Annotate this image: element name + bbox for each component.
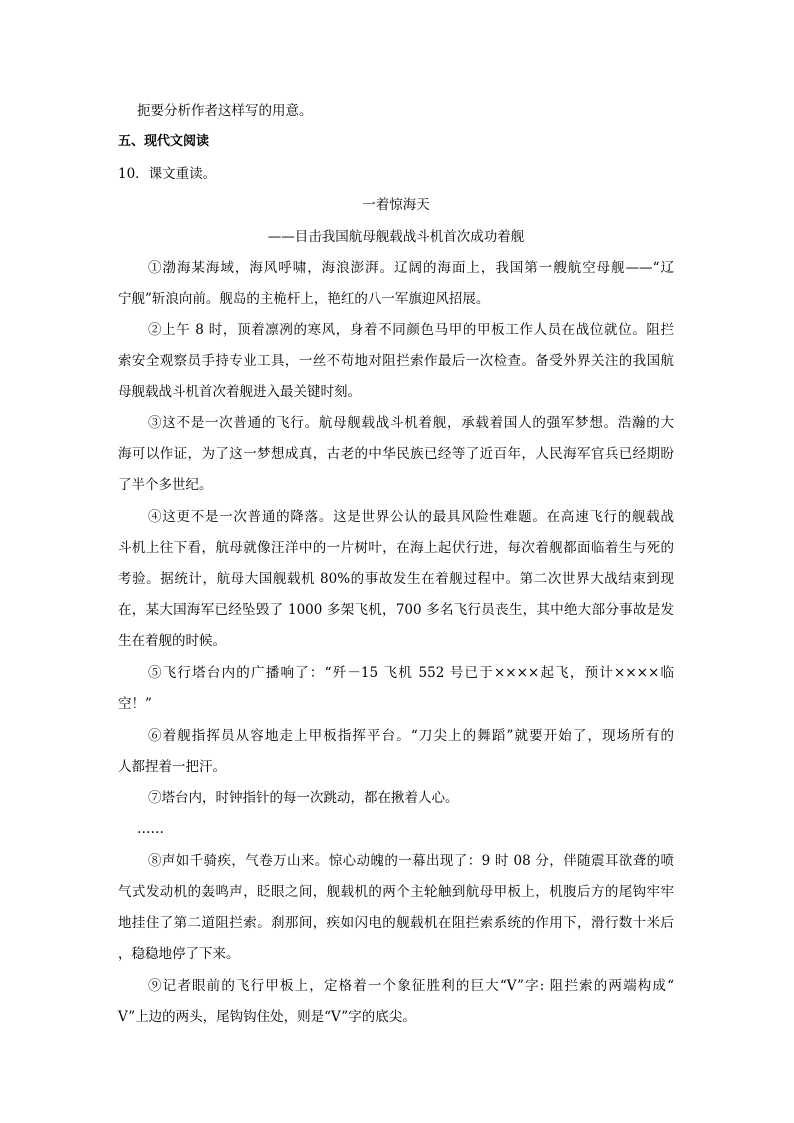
- paragraph-line: 在，某大国海军已经坠毁了 1000 多架飞机，700 多名飞行员丧生，其中绝大部分事故是发: [118, 602, 674, 618]
- article-title: 一着惊海天: [362, 197, 430, 213]
- section-heading: 五、现代文阅读: [118, 134, 210, 149]
- paragraph-line: 了半个多世纪。: [118, 477, 213, 493]
- paragraph-line: ⑤飞行塔台内的广播响了：“歼－15 飞机 552 号已于××××起飞，预计××××临: [148, 665, 674, 681]
- paragraph-line: 海可以作证，为了这一梦想成真，古老的中华民族已经等了近百年，人民海军官兵已经期盼: [118, 446, 674, 462]
- paragraph-line: 斗机上往下看，航母就像汪洋中的一片树叶，在海上起伏行进，每次着舰都面临着生与死的: [118, 540, 674, 556]
- intro-line: 扼要分析作者这样写的用意。: [137, 103, 313, 119]
- paragraph-line: 人都捏着一把汗。: [118, 759, 226, 775]
- paragraph-line: ⑨记者眼前的飞行甲板上，定格着一个象征胜利的巨大“V”字: 阻拦索的两端构成“: [148, 978, 674, 994]
- paragraph-line: 索安全观察员手持专业工具，一丝不苟地对阻拦索作最后一次检查。备受外界关注的我国航: [118, 353, 674, 369]
- article-subtitle: ——目击我国航母舰载战斗机首次成功着舰: [267, 229, 525, 245]
- ellipsis-line: ……: [137, 821, 164, 837]
- paragraph-line: ④这更不是一次普通的降落。这是世界公认的最具风险性难题。在高速飞行的舰载战: [148, 509, 674, 525]
- paragraph-line: ，稳稳地停了下来。: [118, 946, 240, 962]
- paragraph-line: 宁舰”斩浪向前。舰岛的主桅杆上，艳红的八一军旗迎风招展。: [118, 291, 490, 307]
- paragraph-line: ①渤海某海域，海风呼啸，海浪澎湃。辽阔的海面上，我国第一艘航空母舰——“辽: [148, 260, 674, 276]
- paragraph-line: ⑥着舰指挥员从容地走上甲板指挥平台。“刀尖上的舞蹈”就要开始了，现场所有的: [148, 728, 674, 744]
- paragraph-line: V”上边的两头，尾钩钩住处，则是“V”字的底尖。: [118, 1009, 416, 1025]
- paragraph-line: 母舰载战斗机首次着舰进入最关键时刻。: [118, 384, 361, 400]
- paragraph-line: ⑧声如千骑疾，气卷万山来。惊心动魄的一幕出现了：9 时 08 分，伴随震耳欲聋的喷: [148, 853, 674, 869]
- paragraph-line: 地挂住了第二道阻拦索。刹那间，疾如闪电的舰载机在阻拦索系统的作用下，滑行数十米后: [118, 915, 674, 931]
- paragraph-line: ②上午 8 时，顶着凛冽的寒风，身着不同颜色马甲的甲板工作人员在战位就位。阻拦: [148, 322, 674, 338]
- paragraph-line: ③这不是一次普通的飞行。航母舰载战斗机着舰，承载着国人的强军梦想。浩瀚的大: [148, 415, 674, 431]
- paragraph-line: 空！”: [118, 696, 152, 712]
- question-label: 10．课文重读。: [118, 166, 217, 182]
- paragraph-line: 考验。据统计，航母大国舰载机 80%的事故发生在着舰过程中。第二次世界大战结束到现: [118, 571, 674, 587]
- paragraph-line: 气式发动机的轰鸣声，眨眼之间，舰载机的两个主轮触到航母甲板上，机腹后方的尾钩牢牢: [118, 884, 674, 900]
- paragraph-line: ⑦塔台内，时钟指针的每一次跳动，都在揪着人心。: [148, 790, 459, 806]
- paragraph-line: 生在着舰的时候。: [118, 633, 226, 649]
